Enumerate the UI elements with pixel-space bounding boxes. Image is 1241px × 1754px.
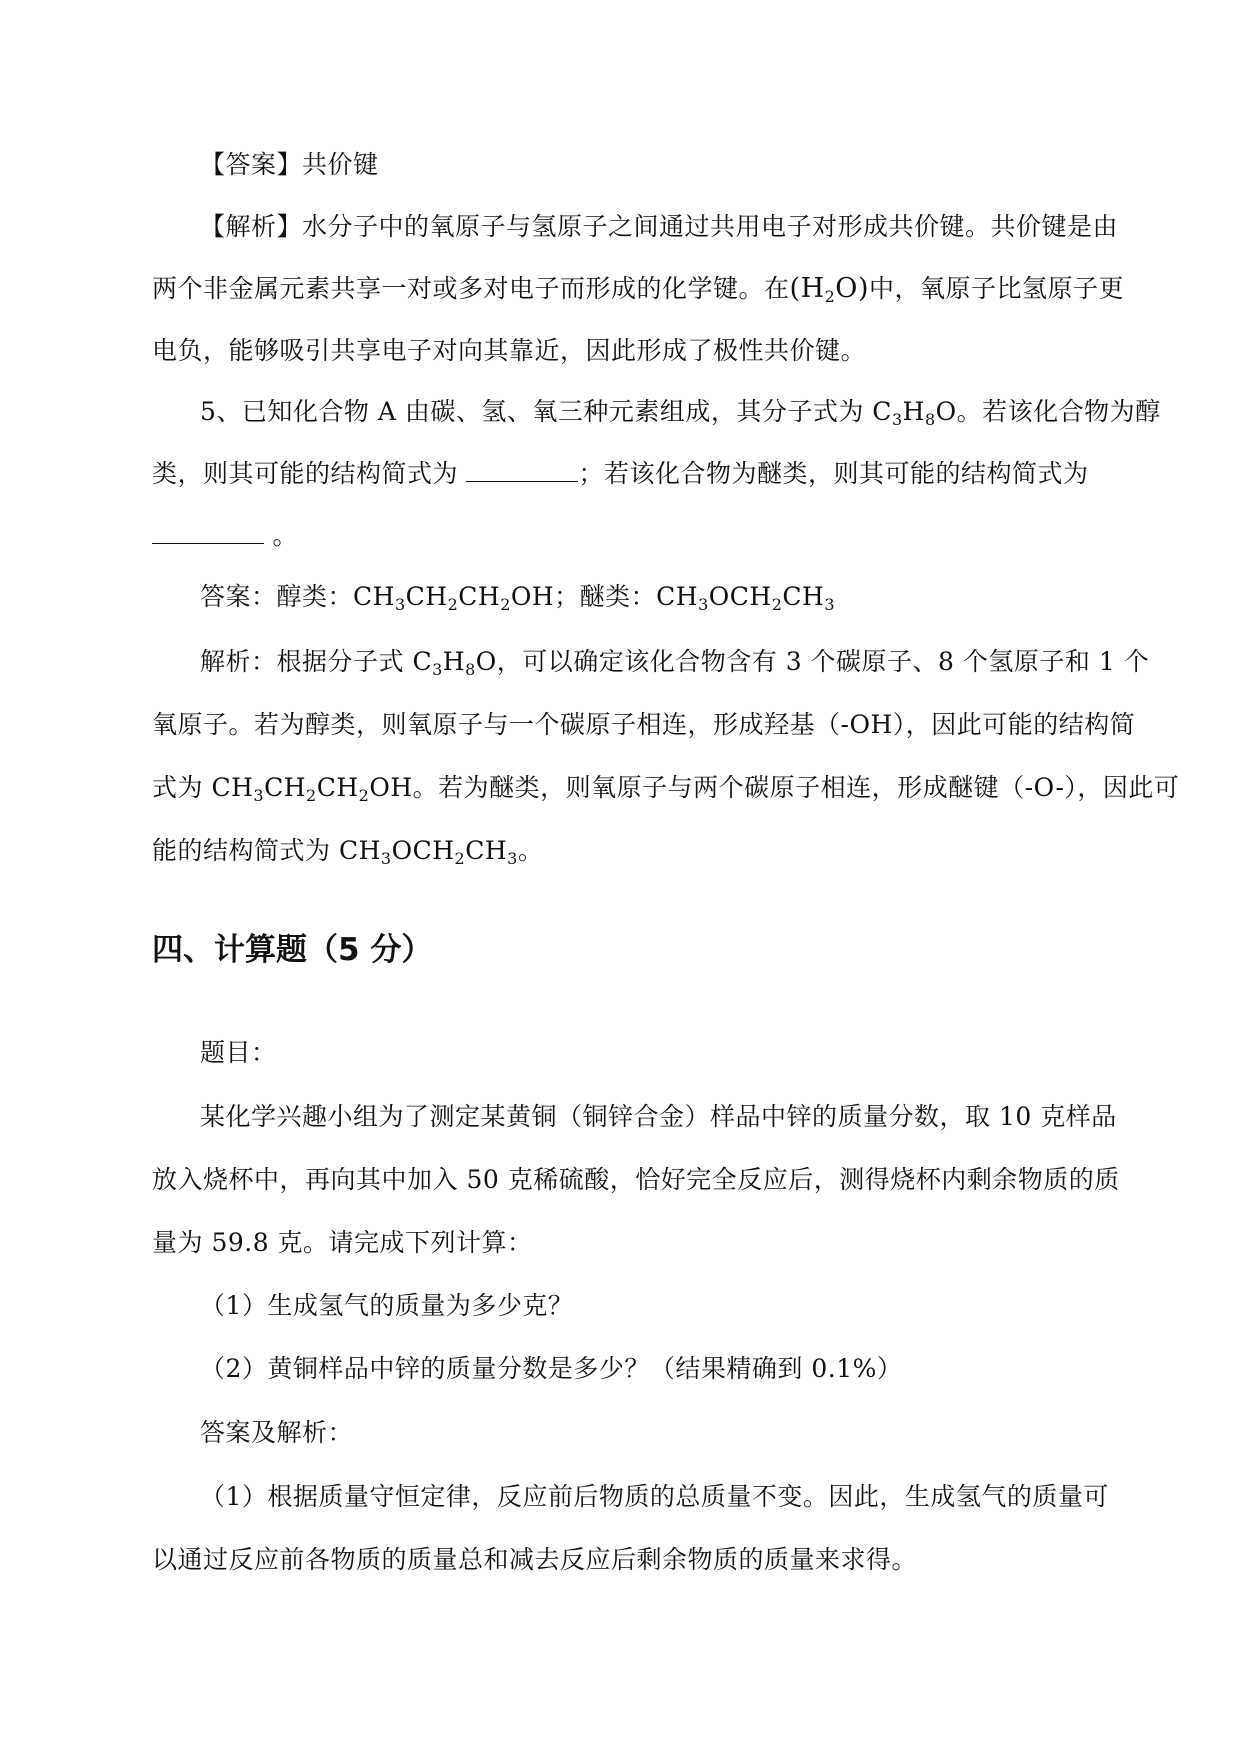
question-text: 5、已知化合物 A 由碳、氢、氧三种元素组成，其分子式为 C	[200, 397, 892, 426]
answer-1-line-1: （1）根据质量守恒定律，反应前后物质的总质量不变。因此，生成氢气的质量可	[200, 1482, 1109, 1511]
subscript: 2	[447, 595, 459, 614]
answer-text: CH	[405, 582, 448, 611]
question-text: 。	[264, 521, 298, 550]
analysis-text: 电负，能够吸引共享电子对向其靠近，因此形成了极性共价键。	[152, 336, 867, 365]
answer-text: CH	[458, 582, 501, 611]
analysis-text: 水分子中的氧原子与氢原子之间通过共用电子对形成共价键。共价键是由	[302, 212, 1119, 241]
analysis-text: 中，氧原子比氢原子更	[868, 274, 1124, 303]
analysis-4-line-2	[152, 272, 1124, 306]
analysis-4-line-1	[200, 210, 1118, 244]
answer-blank[interactable]	[466, 459, 578, 482]
analysis-text: CH	[264, 773, 307, 802]
analysis-5-line-1	[200, 645, 1149, 679]
analysis-text: 。	[517, 836, 544, 865]
answer-text: OH；醚类：CH	[510, 582, 699, 611]
problem-line-3: 量为 59.8 克。请完成下列计算：	[152, 1228, 533, 1257]
question-5-line-3	[152, 519, 298, 553]
analysis-text: OCH	[391, 836, 455, 865]
question-text: 类，则其可能的结构简式为	[152, 459, 467, 488]
answer-text: CH	[782, 582, 825, 611]
subscript: 2	[306, 786, 317, 805]
formula-sub: 2	[824, 287, 836, 306]
subscript: 2	[454, 849, 466, 868]
question-text: ；若该化合物为醚类，则其可能的结构简式为	[578, 459, 1089, 488]
analysis-text: CH	[316, 773, 359, 802]
analysis-text: O，可以确定该化合物含有 3 个碳原子、8 个氢原子和 1 个	[475, 647, 1150, 676]
question-5-line-1	[200, 395, 1161, 429]
subscript: 3	[380, 849, 392, 868]
subscript: 3	[432, 660, 443, 679]
answer-text: OCH	[708, 582, 772, 611]
sub-question-1: （1）生成氢气的质量为多少克？	[200, 1291, 574, 1320]
subscript: 2	[771, 595, 783, 614]
subscript: 3	[253, 786, 265, 805]
analysis-5-line-4	[152, 834, 543, 868]
subscript: 3	[891, 410, 903, 429]
analysis-label: 【解析】	[200, 212, 303, 241]
analysis-text: CH	[465, 836, 508, 865]
problem-title-label: 题目：	[200, 1038, 277, 1067]
subscript: 3	[698, 595, 709, 614]
analysis-4-line-3	[152, 334, 866, 368]
subscript: 2	[500, 595, 511, 614]
sub-question-2: （2）黄铜样品中锌的质量分数是多少？（结果精确到 0.1%）	[200, 1354, 903, 1383]
answer-text: 答案：醇类：CH	[200, 582, 395, 611]
answer-5	[200, 580, 835, 614]
answer-blank[interactable]	[152, 521, 264, 544]
question-text: O。若该化合物为醇	[935, 397, 1161, 426]
problem-line-1: 某化学兴趣小组为了测定某黄铜（铜锌合金）样品中锌的质量分数，取 10 克样品	[200, 1102, 1117, 1131]
question-text: H	[902, 397, 925, 426]
problem-line-2: 放入烧杯中，再向其中加入 50 克稀硫酸，恰好完全反应后，测得烧杯内剩余物质的质	[152, 1165, 1120, 1194]
answer-text: 共价键	[302, 150, 379, 179]
question-5-line-2	[152, 457, 1088, 491]
analysis-text: 能的结构简式为 CH	[152, 836, 381, 865]
analysis-5-line-3	[152, 771, 1179, 805]
answer-label: 【答案】	[200, 150, 303, 179]
subscript: 3	[824, 595, 836, 614]
subscript: 3	[394, 595, 406, 614]
answer-1-line-2: 以通过反应前各物质的质量总和减去反应后剩余物质的质量来求得。	[152, 1545, 918, 1574]
subscript: 8	[465, 660, 476, 679]
subscript: 8	[924, 410, 936, 429]
analysis-text: 解析：根据分子式 C	[200, 647, 433, 676]
formula-o: O	[835, 273, 858, 304]
analysis-text: 两个非金属元素共享一对或多对电子而形成的化学键。在	[152, 274, 790, 303]
formula-h: H	[800, 273, 825, 304]
analysis-text: 氧原子。若为醇类，则氧原子与一个碳原子相连，形成羟基（-OH），因此可能的结构简	[152, 710, 1136, 739]
analysis-text: 式为 CH	[152, 773, 254, 802]
subscript: 2	[358, 786, 370, 805]
answer-analysis-label: 答案及解析：	[200, 1418, 354, 1447]
analysis-5-line-2	[152, 708, 1135, 742]
analysis-text: H	[442, 647, 466, 676]
subscript: 3	[507, 849, 518, 868]
section-heading: 四、计算题（5 分）	[152, 932, 433, 968]
analysis-text: OH。若为醚类，则氧原子与两个碳原子相连，形成醚键（-O-），因此可	[369, 773, 1180, 802]
formula-water: $(H_2O)$	[789, 273, 869, 306]
answer-4	[200, 148, 379, 182]
